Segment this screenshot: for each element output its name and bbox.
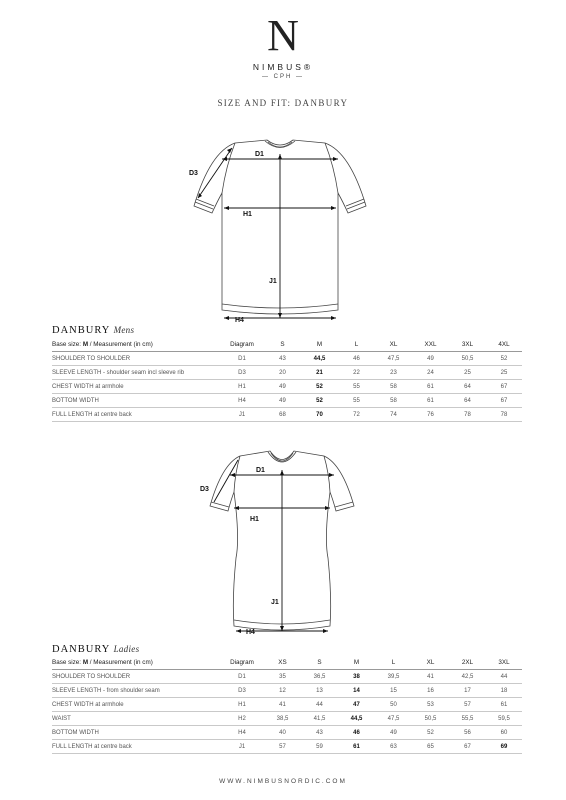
measurement-label: FULL LENGTH at centre back (52, 740, 220, 754)
mens-size-table (52, 338, 522, 422)
mens-tshirt-diagram (180, 138, 380, 328)
size-value-cell: 18 (486, 684, 522, 698)
size-value-cell: 42,5 (449, 670, 486, 684)
table-row (52, 726, 522, 740)
size-value-cell: 61 (486, 698, 522, 712)
mens-size-header: XXL (412, 338, 449, 352)
page-title-prefix: SIZE AND FIT: (217, 98, 292, 108)
size-value-cell: 44,5 (301, 352, 338, 366)
table-row (52, 380, 522, 394)
diagram-code: D1 (220, 352, 264, 366)
size-value-cell: 14 (338, 684, 375, 698)
ladies-j1-label: J1 (271, 599, 279, 606)
size-value-cell: 43 (301, 726, 338, 740)
mens-diagram-header: Diagram (220, 338, 264, 352)
ladies-size-header: 3XL (486, 656, 522, 670)
measurement-label: BOTTOM WIDTH (52, 726, 220, 740)
size-value-cell: 25 (449, 366, 486, 380)
size-value-cell: 20 (264, 366, 301, 380)
diagram-code: D3 (220, 684, 264, 698)
size-value-cell: 21 (301, 366, 338, 380)
size-value-cell: 13 (301, 684, 338, 698)
size-value-cell: 52 (301, 380, 338, 394)
mens-size-header: 3XL (449, 338, 486, 352)
size-value-cell: 69 (486, 740, 522, 754)
size-value-cell: 40 (264, 726, 301, 740)
mens-j1-label: J1 (269, 278, 277, 285)
size-value-cell: 67 (449, 740, 486, 754)
mens-h4-label: H4 (235, 317, 244, 324)
measurement-label: SLEEVE LENGTH - shoulder seam incl sleeve rib (52, 366, 220, 380)
size-value-cell: 61 (338, 740, 375, 754)
ladies-d3-label: D3 (200, 486, 209, 493)
size-value-cell: 41 (264, 698, 301, 712)
size-value-cell: 17 (449, 684, 486, 698)
size-value-cell: 22 (338, 366, 375, 380)
size-value-cell: 70 (301, 408, 338, 422)
size-value-cell: 25 (486, 366, 522, 380)
size-value-cell: 38 (338, 670, 375, 684)
size-value-cell: 61 (412, 394, 449, 408)
diagram-code: H1 (220, 380, 264, 394)
measurement-label: CHEST WIDTH at armhole (52, 380, 220, 394)
mens-header-row (52, 338, 522, 352)
ladies-size-table (52, 656, 522, 754)
measurement-label: CHEST WIDTH at armhole (52, 698, 220, 712)
ladies-h4-label: H4 (246, 629, 255, 636)
brand-name: NIMBUS® (252, 62, 314, 72)
ladies-diagram-header: Diagram (220, 656, 264, 670)
size-value-cell: 47 (338, 698, 375, 712)
size-value-cell: 60 (486, 726, 522, 740)
size-value-cell: 16 (412, 684, 449, 698)
size-value-cell: 46 (338, 726, 375, 740)
measurement-label: FULL LENGTH at centre back (52, 408, 220, 422)
mens-size-header: S (264, 338, 301, 352)
mens-title: DANBURY (52, 325, 110, 336)
size-value-cell: 49 (375, 726, 412, 740)
page-title (0, 98, 566, 108)
measurement-label: SHOULDER TO SHOULDER (52, 352, 220, 366)
size-value-cell: 38,5 (264, 712, 301, 726)
mens-h1-label: H1 (243, 211, 252, 218)
size-value-cell: 53 (412, 698, 449, 712)
table-row (52, 712, 522, 726)
size-value-cell: 47,5 (375, 352, 412, 366)
size-value-cell: 55 (338, 380, 375, 394)
ladies-section-title (52, 644, 139, 655)
size-value-cell: 50 (375, 698, 412, 712)
size-value-cell: 63 (375, 740, 412, 754)
ladies-tshirt-diagram (192, 448, 372, 638)
ladies-subtitle: Ladies (113, 644, 140, 654)
size-value-cell: 52 (412, 726, 449, 740)
mens-size-header: 4XL (486, 338, 522, 352)
size-value-cell: 65 (412, 740, 449, 754)
size-value-cell: 58 (375, 394, 412, 408)
size-value-cell: 36,5 (301, 670, 338, 684)
ladies-h1-label: H1 (250, 516, 259, 523)
ladies-size-header: 2XL (449, 656, 486, 670)
size-value-cell: 44 (486, 670, 522, 684)
size-value-cell: 49 (264, 394, 301, 408)
size-value-cell: 52 (301, 394, 338, 408)
measurement-label: SHOULDER TO SHOULDER (52, 670, 220, 684)
size-value-cell: 15 (375, 684, 412, 698)
diagram-code: H4 (220, 726, 264, 740)
size-value-cell: 47,5 (375, 712, 412, 726)
size-value-cell: 57 (264, 740, 301, 754)
size-value-cell: 72 (338, 408, 375, 422)
table-row (52, 394, 522, 408)
size-value-cell: 64 (449, 380, 486, 394)
diagram-code: J1 (220, 408, 264, 422)
size-value-cell: 35 (264, 670, 301, 684)
size-value-cell: 44,5 (338, 712, 375, 726)
diagram-code: H4 (220, 394, 264, 408)
size-value-cell: 50,5 (449, 352, 486, 366)
table-row (52, 408, 522, 422)
table-row (52, 698, 522, 712)
size-value-cell: 61 (412, 380, 449, 394)
table-row (52, 352, 522, 366)
ladies-size-header: XL (412, 656, 449, 670)
brand-sub: — CPH — (261, 74, 304, 80)
mens-d1-label: D1 (255, 151, 264, 158)
ladies-d1-label: D1 (256, 467, 265, 474)
mens-size-header: M (301, 338, 338, 352)
size-value-cell: 43 (264, 352, 301, 366)
ladies-size-header: M (338, 656, 375, 670)
size-value-cell: 52 (486, 352, 522, 366)
size-value-cell: 23 (375, 366, 412, 380)
size-value-cell: 67 (486, 394, 522, 408)
size-value-cell: 49 (412, 352, 449, 366)
measurement-label: WAIST (52, 712, 220, 726)
size-value-cell: 41 (412, 670, 449, 684)
size-value-cell: 44 (301, 698, 338, 712)
ladies-title: DANBURY (52, 644, 110, 655)
diagram-code: H1 (220, 698, 264, 712)
size-value-cell: 41,5 (301, 712, 338, 726)
size-value-cell: 46 (338, 352, 375, 366)
size-value-cell: 39,5 (375, 670, 412, 684)
size-value-cell: 67 (486, 380, 522, 394)
size-value-cell: 50,5 (412, 712, 449, 726)
size-value-cell: 55,5 (449, 712, 486, 726)
diagram-code: H2 (220, 712, 264, 726)
size-value-cell: 64 (449, 394, 486, 408)
size-value-cell: 78 (449, 408, 486, 422)
brand-logo-mark: N (267, 11, 299, 60)
size-value-cell: 57 (449, 698, 486, 712)
measurement-label: SLEEVE LENGTH - from shoulder seam (52, 684, 220, 698)
size-value-cell: 74 (375, 408, 412, 422)
size-value-cell: 24 (412, 366, 449, 380)
mens-d3-label: D3 (189, 170, 198, 177)
ladies-size-header: S (301, 656, 338, 670)
size-value-cell: 49 (264, 380, 301, 394)
size-value-cell: 76 (412, 408, 449, 422)
table-row (52, 740, 522, 754)
mens-section-title (52, 325, 134, 336)
page-title-product: DANBURY (294, 98, 349, 108)
table-row (52, 684, 522, 698)
table-row (52, 670, 522, 684)
ladies-header-row (52, 656, 522, 670)
measurement-label: BOTTOM WIDTH (52, 394, 220, 408)
mens-size-header: XL (375, 338, 412, 352)
mens-size-header: L (338, 338, 375, 352)
diagram-code: D1 (220, 670, 264, 684)
size-value-cell: 58 (375, 380, 412, 394)
size-value-cell: 12 (264, 684, 301, 698)
size-value-cell: 68 (264, 408, 301, 422)
size-value-cell: 55 (338, 394, 375, 408)
diagram-code: D3 (220, 366, 264, 380)
size-value-cell: 59 (301, 740, 338, 754)
size-value-cell: 59,5 (486, 712, 522, 726)
size-value-cell: 78 (486, 408, 522, 422)
footer-website[interactable]: WWW.NIMBUSNORDIC.COM (219, 778, 347, 785)
diagram-code: J1 (220, 740, 264, 754)
ladies-size-header: L (375, 656, 412, 670)
ladies-size-header: XS (264, 656, 301, 670)
mens-base-size-label: Base size: M / Measurement (in cm) (52, 338, 220, 352)
ladies-base-size-label: Base size: M / Measurement (in cm) (52, 656, 220, 670)
mens-subtitle: Mens (113, 325, 135, 335)
size-value-cell: 56 (449, 726, 486, 740)
table-row (52, 366, 522, 380)
